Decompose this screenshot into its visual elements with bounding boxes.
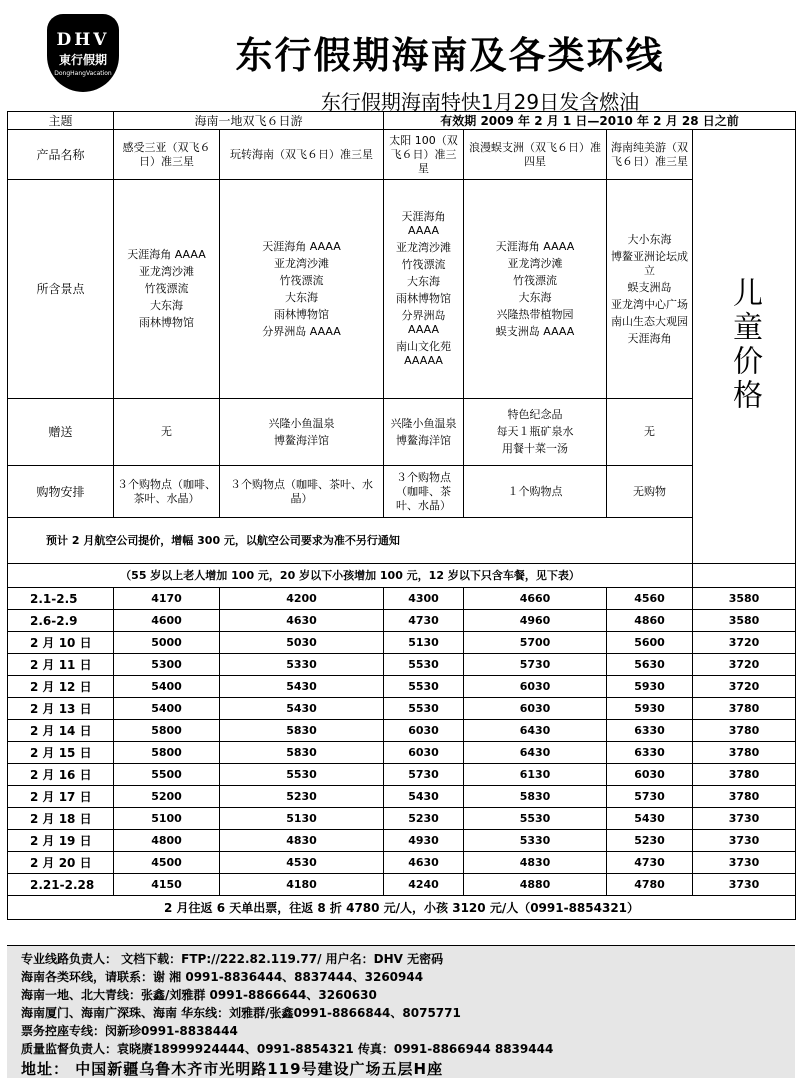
- list-item: 特色纪念品: [507, 408, 563, 421]
- price-row: [8, 632, 796, 654]
- price-cell: 4830: [464, 852, 607, 874]
- price-row: [8, 874, 796, 896]
- price-cell: 6030: [384, 720, 464, 742]
- list-item: 分界洲岛 AAAA: [262, 324, 341, 338]
- gift-row: [8, 399, 796, 466]
- product-name: 感受三亚（双飞６日）准三星: [114, 130, 220, 180]
- price-cell: 5800: [114, 720, 220, 742]
- sights-cell: [464, 180, 607, 399]
- price-cell: 5500: [114, 764, 220, 786]
- list-item: 天涯海角 AAAA: [401, 210, 446, 237]
- price-cell: 4930: [384, 830, 464, 852]
- shopping-row: [8, 466, 796, 518]
- date-cell: 2 月 20 日: [8, 852, 114, 874]
- child-price-cell: 3730: [693, 852, 796, 874]
- date-cell: 2.1-2.5: [8, 588, 114, 610]
- price-cell: 4660: [464, 588, 607, 610]
- price-row: [8, 764, 796, 786]
- list-item: 竹筏漂流: [144, 282, 189, 295]
- price-cell: 4880: [464, 874, 607, 896]
- list-item: 雨林博物馆: [274, 307, 329, 321]
- price-cell: 5430: [607, 808, 693, 830]
- list-item: 亚龙湾沙滩: [139, 265, 194, 278]
- product-name: 海南纯美游（双飞６日）准三星: [607, 130, 693, 180]
- footer-line: 海南厦门、海南广深珠、海南 华东线：刘雅群/张鑫0991-8866844、8075771: [21, 1006, 461, 1020]
- list-item: 蜈支洲岛: [627, 280, 672, 294]
- price-cell: 4860: [607, 610, 693, 632]
- list-item: 天涯海角: [627, 331, 672, 345]
- page-title: 东行假期海南及各类环线: [235, 34, 665, 77]
- price-cell: 5700: [464, 632, 607, 654]
- price-cell: 6330: [607, 742, 693, 764]
- price-cell: 6130: [464, 764, 607, 786]
- list-item: 亚龙湾沙滩: [396, 241, 452, 254]
- list-item: 用餐十菜一汤: [502, 442, 569, 455]
- list-item: 博鳌海洋馆: [396, 433, 452, 447]
- date-cell: 2 月 15 日: [8, 742, 114, 764]
- price-row: [8, 588, 796, 610]
- bottom-note: 2 月往返 6 天单出票，往返 8 折 4780 元/人，小孩 3120 元/人（0991-8854321）: [8, 896, 796, 920]
- child-price-cell: 3780: [693, 698, 796, 720]
- date-cell: 2 月 16 日: [8, 764, 114, 786]
- child-price-cell: 3730: [693, 808, 796, 830]
- child-price-cell: 3580: [693, 588, 796, 610]
- list-item: 大东海: [518, 290, 552, 304]
- price-cell: 5530: [384, 698, 464, 720]
- list-item: 兴隆热带植物园: [496, 307, 574, 321]
- price-cell: 5430: [384, 786, 464, 808]
- list-item: 亚龙湾沙滩: [274, 256, 329, 270]
- price-cell: 4800: [114, 830, 220, 852]
- price-cell: 5600: [607, 632, 693, 654]
- child-price-cell: 3580: [693, 610, 796, 632]
- price-cell: 5530: [220, 764, 384, 786]
- price-cell: 5330: [220, 654, 384, 676]
- child-price-cell: 3780: [693, 786, 796, 808]
- gift-cell: [220, 399, 384, 466]
- price-row: [8, 698, 796, 720]
- price-cell: 5930: [607, 676, 693, 698]
- price-rows: [8, 588, 796, 896]
- children-price-header: [693, 130, 796, 564]
- list-item: 大东海: [407, 275, 441, 288]
- price-cell: 6430: [464, 720, 607, 742]
- sights-label: 所含景点: [8, 180, 114, 399]
- notice-text: 预计 2 月航空公司提价，增幅 300 元，以航空公司要求为准不另行通知: [8, 518, 693, 564]
- price-row: [8, 830, 796, 852]
- child-price-cell: 3720: [693, 632, 796, 654]
- shopping-cell: １个购物点: [464, 466, 607, 518]
- logo-abbr: DHV: [56, 30, 110, 50]
- price-cell: 5530: [384, 676, 464, 698]
- price-row: [8, 610, 796, 632]
- price-row: [8, 808, 796, 830]
- price-cell: 5430: [220, 698, 384, 720]
- date-cell: 2 月 19 日: [8, 830, 114, 852]
- price-row: [8, 676, 796, 698]
- child-price-cell: 3780: [693, 742, 796, 764]
- shopping-cell: ３个购物点（咖啡、茶叶、水晶）: [220, 466, 384, 518]
- price-row: [8, 720, 796, 742]
- price-cell: 5930: [607, 698, 693, 720]
- logo-cn: 東行假期: [58, 53, 107, 67]
- price-cell: 5530: [464, 808, 607, 830]
- price-cell: 4200: [220, 588, 384, 610]
- list-item: 无: [644, 425, 656, 438]
- bottom-note-row: [8, 896, 796, 920]
- price-cell: 5730: [607, 786, 693, 808]
- address: 地址： 中国新疆乌鲁木齐市光明路119号建设广场五层H座: [21, 1060, 444, 1078]
- dhv-logo: [47, 14, 119, 92]
- price-cell: 5400: [114, 676, 220, 698]
- page-subtitle: 东行假期海南特快1月29日发含燃油: [320, 90, 640, 114]
- list-item: 大小东海: [627, 232, 672, 246]
- price-cell: 4960: [464, 610, 607, 632]
- price-cell: 5400: [114, 698, 220, 720]
- date-cell: 2 月 17 日: [8, 786, 114, 808]
- sights-cell: [607, 180, 693, 399]
- list-item: 兴隆小鱼温泉: [390, 416, 457, 430]
- price-cell: 5830: [220, 720, 384, 742]
- list-item: 兴隆小鱼温泉: [268, 416, 335, 430]
- price-cell: 6430: [464, 742, 607, 764]
- list-item: 博鳌亚洲论坛成立: [611, 249, 689, 277]
- date-cell: 2.6-2.9: [8, 610, 114, 632]
- logo-en: DongHangVacation: [54, 70, 112, 77]
- subnotice-text: （55 岁以上老人增加 100 元，20 岁以下小孩增加 100 元，12 岁以下只含车餐，见下表）: [8, 564, 693, 588]
- contact-footer: [7, 945, 795, 1078]
- child-price-cell: 3780: [693, 764, 796, 786]
- children-label: 儿童价格: [727, 276, 763, 413]
- shopping-cell: ３个购物点（咖啡、茶叶、水晶）: [114, 466, 220, 518]
- price-cell: 5100: [114, 808, 220, 830]
- child-price-cell: 3720: [693, 654, 796, 676]
- sights-row: [8, 180, 796, 399]
- sights-cell: [114, 180, 220, 399]
- price-cell: 6030: [464, 698, 607, 720]
- list-item: 分界洲岛 AAAA: [401, 309, 446, 336]
- price-cell: 4150: [114, 874, 220, 896]
- price-cell: 5730: [464, 654, 607, 676]
- price-cell: 4560: [607, 588, 693, 610]
- theme-value: 海南一地双飞６日游: [114, 112, 384, 130]
- child-price-cell: 3780: [693, 720, 796, 742]
- price-cell: 5230: [384, 808, 464, 830]
- list-item: 天涯海角 AAAA: [495, 239, 575, 253]
- price-cell: 5630: [607, 654, 693, 676]
- price-cell: 6030: [464, 676, 607, 698]
- gift-cell: [464, 399, 607, 466]
- gift-cell: [384, 399, 464, 466]
- list-item: 天涯海角 AAAA: [262, 239, 341, 253]
- price-row: [8, 742, 796, 764]
- price-cell: 6330: [607, 720, 693, 742]
- price-cell: 4600: [114, 610, 220, 632]
- shopping-label: 购物安排: [8, 466, 114, 518]
- price-cell: 5230: [607, 830, 693, 852]
- child-price-cell: 3730: [693, 874, 796, 896]
- price-cell: 5300: [114, 654, 220, 676]
- child-price-cell: 3730: [693, 830, 796, 852]
- validity: 有效期 2009 年 2 月 1 日—2010 年 2 月 28 日之前: [384, 112, 796, 130]
- sights-cell: [384, 180, 464, 399]
- list-item: 每天１瓶矿泉水: [496, 425, 574, 438]
- price-cell: 4730: [607, 852, 693, 874]
- price-row: [8, 654, 796, 676]
- price-cell: 5430: [220, 676, 384, 698]
- price-cell: 5030: [220, 632, 384, 654]
- date-cell: 2.21-2.28: [8, 874, 114, 896]
- price-cell: 4500: [114, 852, 220, 874]
- price-cell: 6030: [384, 742, 464, 764]
- shopping-cell: ３个购物点（咖啡、茶叶、水晶）: [384, 466, 464, 518]
- product-label: 产品名称: [8, 130, 114, 180]
- price-cell: 5830: [220, 742, 384, 764]
- price-cell: 5130: [220, 808, 384, 830]
- date-cell: 2 月 14 日: [8, 720, 114, 742]
- list-item: 博鳌海洋馆: [274, 433, 329, 447]
- price-cell: 4630: [384, 852, 464, 874]
- price-cell: 4300: [384, 588, 464, 610]
- date-cell: 2 月 10 日: [8, 632, 114, 654]
- list-item: 南山生态大观园: [611, 314, 689, 328]
- price-cell: 4780: [607, 874, 693, 896]
- price-cell: 4630: [220, 610, 384, 632]
- price-cell: 4170: [114, 588, 220, 610]
- price-cell: 4730: [384, 610, 464, 632]
- list-item: 大东海: [150, 299, 183, 312]
- list-item: 蜈支洲岛 AAAA: [495, 324, 575, 338]
- price-cell: 5130: [384, 632, 464, 654]
- list-item: 雨林博物馆: [396, 292, 452, 305]
- footer-line: 专业线路负责人： 文档下载：FTP://222.82.119.77/ 用户名：DHV 无密码: [21, 952, 444, 966]
- footer-line: 票务控座专线：闵新珍0991-8838444: [21, 1024, 238, 1038]
- subnotice-row: [8, 564, 796, 588]
- price-cell: 4180: [220, 874, 384, 896]
- price-cell: 4830: [220, 830, 384, 852]
- date-cell: 2 月 11 日: [8, 654, 114, 676]
- shopping-cell: 无购物: [607, 466, 693, 518]
- child-price-cell: 3720: [693, 676, 796, 698]
- list-item: 南山文化苑 AAAAA: [396, 340, 452, 367]
- sights-cell: [220, 180, 384, 399]
- product-name: 浪漫蜈支洲（双飞６日）准四星: [464, 130, 607, 180]
- price-cell: 5230: [220, 786, 384, 808]
- product-row: [8, 130, 796, 180]
- price-cell: 5730: [384, 764, 464, 786]
- price-cell: 5800: [114, 742, 220, 764]
- list-item: 大东海: [285, 290, 318, 304]
- price-cell: 5530: [384, 654, 464, 676]
- list-item: 亚龙湾中心广场: [611, 297, 689, 311]
- price-row: [8, 852, 796, 874]
- list-item: 天涯海角 AAAA: [127, 248, 206, 261]
- list-item: 雨林博物馆: [139, 316, 194, 329]
- gift-label: 赠送: [8, 399, 114, 466]
- date-cell: 2 月 12 日: [8, 676, 114, 698]
- list-item: 竹筏漂流: [513, 273, 558, 287]
- gift-cell: [607, 399, 693, 466]
- price-cell: 4530: [220, 852, 384, 874]
- list-item: 竹筏漂流: [401, 258, 446, 271]
- theme-label: 主题: [8, 112, 114, 130]
- list-item: 竹筏漂流: [279, 273, 324, 287]
- price-cell: 4240: [384, 874, 464, 896]
- footer-line: 海南各类环线，请联系：谢 湘 0991-8836444、8837444、3260944: [21, 970, 424, 984]
- price-table: [7, 111, 796, 920]
- gift-cell: [114, 399, 220, 466]
- list-item: 亚龙湾沙滩: [507, 256, 563, 270]
- price-cell: 5330: [464, 830, 607, 852]
- price-cell: 5830: [464, 786, 607, 808]
- price-cell: 6030: [607, 764, 693, 786]
- notice-row: [8, 518, 796, 564]
- header-row: [8, 112, 796, 130]
- price-cell: 5000: [114, 632, 220, 654]
- date-cell: 2 月 13 日: [8, 698, 114, 720]
- price-row: [8, 786, 796, 808]
- footer-line: 质量监督负责人：袁晓赓18999924444、0991-8854321 传真：0991-8866944 8839444: [21, 1042, 554, 1056]
- date-cell: 2 月 18 日: [8, 808, 114, 830]
- list-item: 无: [161, 425, 172, 438]
- product-name: 玩转海南（双飞６日）准三星: [220, 130, 384, 180]
- footer-line: 海南一地、北大青线：张鑫/刘雅群 0991-8866644、3260630: [21, 988, 377, 1002]
- product-name: 太阳 100（双飞６日）准三星: [384, 130, 464, 180]
- price-cell: 5200: [114, 786, 220, 808]
